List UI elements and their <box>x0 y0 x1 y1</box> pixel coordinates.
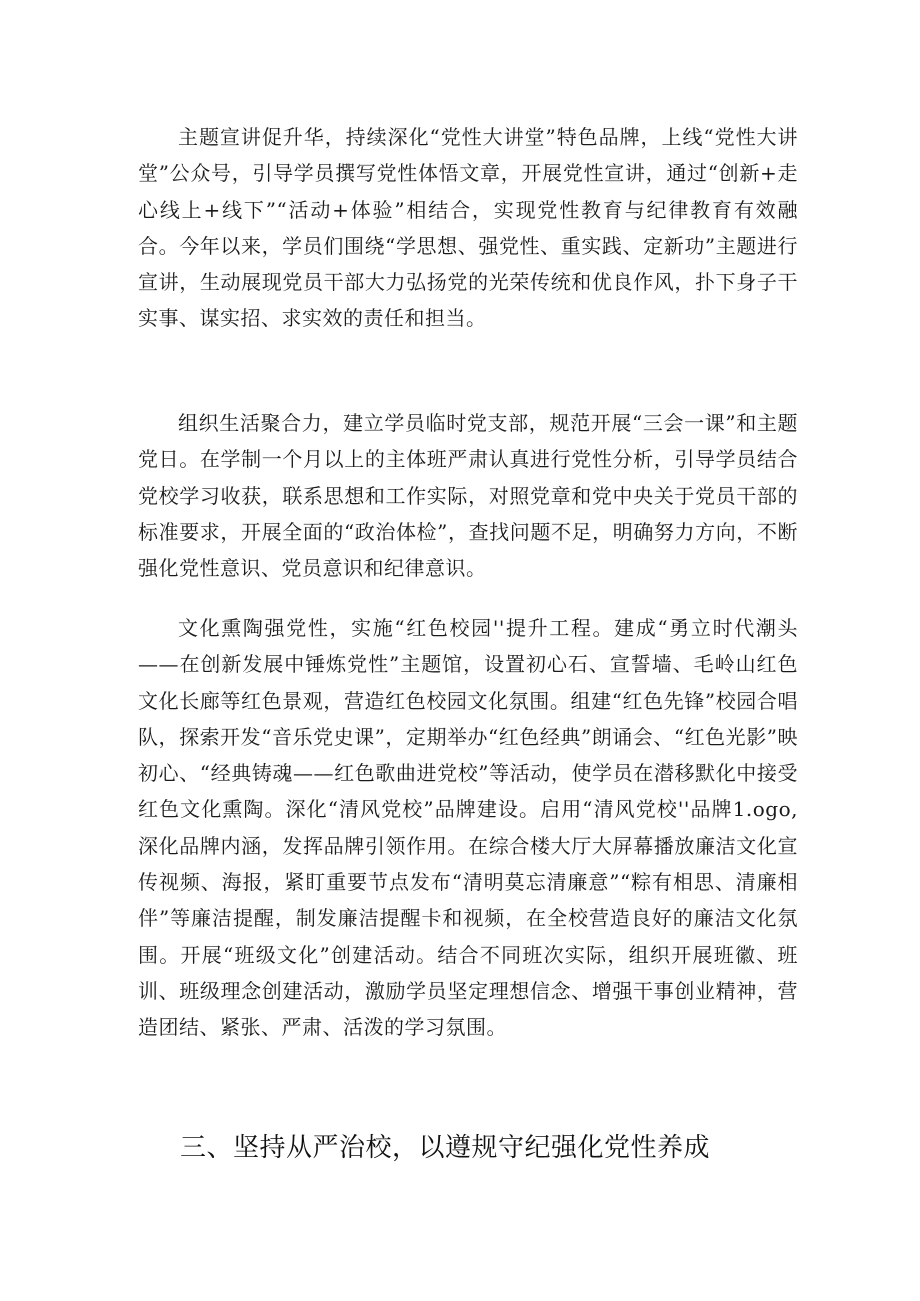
paragraph-theme-lectures: 主题宣讲促升华，持续深化“党性大讲堂”特色品牌，上线“党性大讲堂”公众号，引导学员撰写党性体悟文章，开展党性宣讲，通过“创新+走心线上+线下”“活动+体验”相结合，实现党性教育与纪律教育有效融合。今年以来，学员们围绕“学思想、强党性、重实践、定新功”主题进行宣讲，生动展现党员干部大力弘扬党的光荣传统和优良作风，扑下身子干实事、谋实招、求实效的责任和担当。 <box>138 125 798 331</box>
paragraph-cultural-nurturing: 文化熏陶强党性，实施“红色校园''提升工程。建成“勇立时代潮头——在创新发展中锤炼党性”主题馆，设置初心石、宣誓墙、毛岭山红色文化长廊等红色景观，营造红色校园文化氛围。组建“红色先锋”校园合唱队，探索开发“音乐党史课”，定期举办“红色经典”朗诵会、“红色光影”映初心、“经典铸魂——红色歌曲进党校”等活动，使学员在潜移默化中接受红色文化熏陶。深化“清风党校”品牌建设。启用“清风党校''品牌1.ogo,深化品牌内涵，发挥品牌引领作用。在综合楼大厅大屏幕播放廉洁文化宣传视频、海报，紧盯重要节点发布“清明莫忘清廉意”“粽有相思、清廉相伴”等廉洁提醒，制发廉洁提醒卡和视频，在全校营造良好的廉洁文化氛围。开展“班级文化”创建活动。结合不同班次实际，组织开展班徽、班训、班级理念创建活动，激励学员坚定理想信念、增强干事创业精神，营造团结、紧张、严肃、活泼的学习氛围。 <box>138 616 798 1040</box>
section-heading: 三、坚持从严治校，以遵规守纪强化党性养成 <box>180 1133 711 1163</box>
paragraph-organizational-life: 组织生活聚合力，建立学员临时党支部，规范开展“三会一课”和主题党日。在学制一个月以上的主体班严肃认真进行党性分析，引导学员结合党校学习收获，联系思想和工作实际，对照党章和党中央关于党员干部的标准要求，开展全面的“政治体检”，查找问题不足，明确努力方向，不断强化党性意识、党员意识和纪律意识。 <box>138 411 798 581</box>
